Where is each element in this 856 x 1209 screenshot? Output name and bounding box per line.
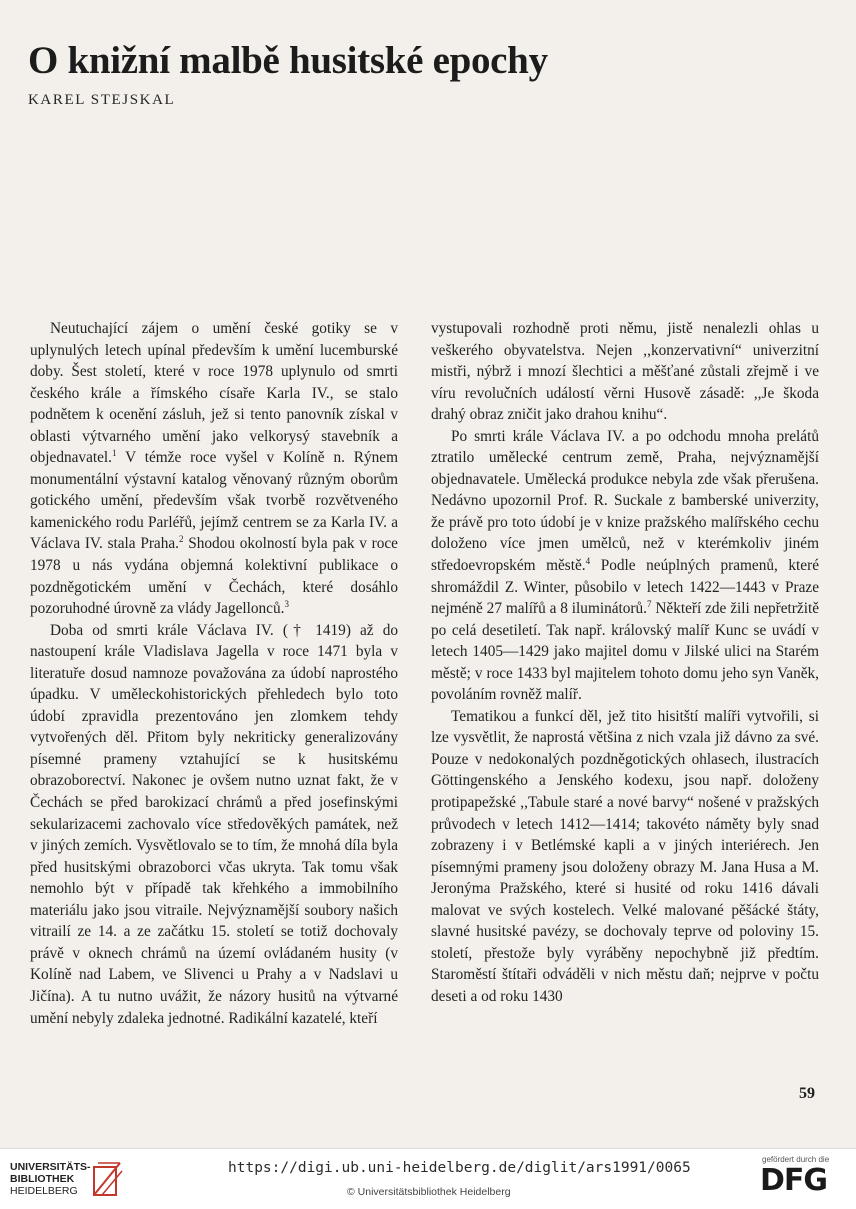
right-column bbox=[431, 318, 819, 1008]
library-name: UNIVERSITÄTS- BIBLIOTHEK HEIDELBERG bbox=[10, 1161, 91, 1197]
funding-caption: gefördert durch die bbox=[762, 1155, 830, 1164]
copyright-notice: © Universitätsbibliothek Heidelberg bbox=[347, 1186, 511, 1198]
footnote-ref[interactable]: 4 bbox=[585, 556, 591, 567]
library-logo[interactable] bbox=[10, 1159, 130, 1201]
footer-bar bbox=[0, 1148, 856, 1209]
dfg-logo[interactable] bbox=[760, 1155, 850, 1203]
page-url-link[interactable]: https://digi.ub.uni-heidelberg.de/diglit/ars1991/0065 bbox=[228, 1160, 691, 1176]
footnote-ref[interactable]: 3 bbox=[284, 599, 289, 610]
footnote-ref[interactable]: 1 bbox=[111, 448, 117, 459]
dfg-wordmark: DFG bbox=[760, 1163, 828, 1198]
paragraph: Tematikou a funkcí děl, jež tito hisitští malíři vytvořili, si lze vysvětlit, že naprostá většina z nich vzala již dávno za své. Pouze v nedokonalých pozdněgotických ohlasech, ilustracích Göttingenského a Jenského kodexu, jsou např. doloženy protipapežské ,,Tabule staré a nové barvy“ nošené v pražských průvodech v letech 1412—1414; takovéto náměty byly snad zobrazeny i v Betlémské kapli a v jiných interiérech. Jen písemnými prameny jsou doloženy obrazy M. Jana Husa a M. Jeronýma Pražského, které si husité od roku 1416 dávali malovat ve svých kostelech. Velké malované pěšácké štáty, slavné husitské pavézy, se dochovaly teprve od poloviny 15. století, přestože byly vyráběny nepochybně již předtím. Staroměstí štítaři odváděli v nich městu daň; nejprve v počtu deseti a od roku 1430 bbox=[431, 707, 819, 1005]
paragraph: Po smrti krále Václava IV. a po odchodu mnoha prelátů ztratilo umělecké centrum země, Praha, nejvýznamější objednavatele. Umělecká produkce nebyla zde však přerušena. Nedávno upozornil Prof. R. Suckale z bamberské univerzity, že právě pro toto údobí je v knize pražského malířského cechu doloženo více jmen umělců, než v kterémkoliv jiném středoevropském městě.$^4$ Podle neúplných pramenů, které shromáždil Z. Winter, působilo v letech 1422—1443 v Praze nejméně 27 malířů a 8 iluminátorů.$^7$ Někteří zde žili nepřetržitě po celá desetiletí. Tak např. královský malíř Kunc se uvádí v letech 1405—1429 jako majitel domu v Jilské ulici na Starém městě; v roce 1433 byl majitelem tohoto domu jeho syn Vaněk, povoláním rovněž malíř. bbox=[431, 427, 819, 704]
paragraph: Neutuchající zájem o umění české gotiky se v uplynulých letech upínal především k umění lucemburské doby. Šest století, které v roce 1978 uplynulo od smrti českého krále a římského císaře Karla IV., se stalo podnětem k ocenění zásluh, jež si tento panovník získal v oblasti výtvarného umění jako velkorysý stavebník a objednavatel.$^1$ V témže roce vyšel v Kolíně n. Rýnem monumentální výstavní katalog věnovaný různým oborům gotického umění, především však tvorbě rozvětveného kamenického rodu Parléřů, jejímž centrem se za Karla IV. a Václava IV. stala Praha.$^2$ Shodou okolností byla pak v roce 1978 u nás vydána objemná kolektivní publikace o pozdněgotickém umění v Čechách, které dosáhlo pozoruhodné úrovně za vlády Jagellonců.$^3$ bbox=[30, 320, 398, 618]
paragraph: vystupovali rozhodně proti němu, jistě nenalezli ohlas u veškerého obyvatelstva. Nejen ,,konzervativní“ univerzitní mistři, nýbrž i mnozí šlechtici a měšťané zůstali zřejmě i ve víru revolučních událostí věrni Husově zásadě: ,,Je škoda drahý obraz zničit jako drahou knihu“. bbox=[431, 320, 819, 424]
paragraph: Doba od smrti krále Václava IV. († 1419) až do nastoupení krále Vladislava Jagella v roce 1471 byla v literatuře dosud namnoze považována za údobí naprostého úpadku. V uměleckohistorických přehledech bylo toto údobí zpravidla prezentováno jen zlomkem tehdy vytvořených děl. Přitom byly nekriticky generalizovány písemné prameny vztahující se k husitskému obrazoborectví. Nakonec je ovšem nutno uznat fakt, že v Čechách se před barokizací chrámů a před josefinskými sekularizacemi zachovalo více středověkých památek, než v jiných zemích. Vysvětlovalo se to tím, že mnohá díla byla před husitskými obrazoborci včas ukryta. Tak tomu však nemohlo být v případě tak křehkého a immobilního materiálu jako jsou vitraile. Nejvýznamější soubory našich vitrailí ze 14. a ze začátku 15. století se totiž dochovaly právě v oknech chrámů na území ovládaném husity (v Kolíně nad Labem, ve Slivenci u Prahy a v Nadslavi u Jičína). A tu nutno uvážit, že názory husitů na výtvarné umění nebyly zdaleka jednotné. Radikální kazatelé, kteří bbox=[30, 621, 398, 1027]
article-author: KAREL STEJSKAL bbox=[28, 92, 176, 108]
footnote-ref[interactable]: 2 bbox=[178, 534, 184, 545]
page-number: 59 bbox=[799, 1085, 815, 1102]
library-emblem-icon bbox=[90, 1159, 124, 1199]
article-title: O knižní malbě husitské epochy bbox=[28, 39, 548, 82]
footnote-ref[interactable]: 7 bbox=[647, 599, 652, 610]
left-column bbox=[30, 318, 398, 1029]
